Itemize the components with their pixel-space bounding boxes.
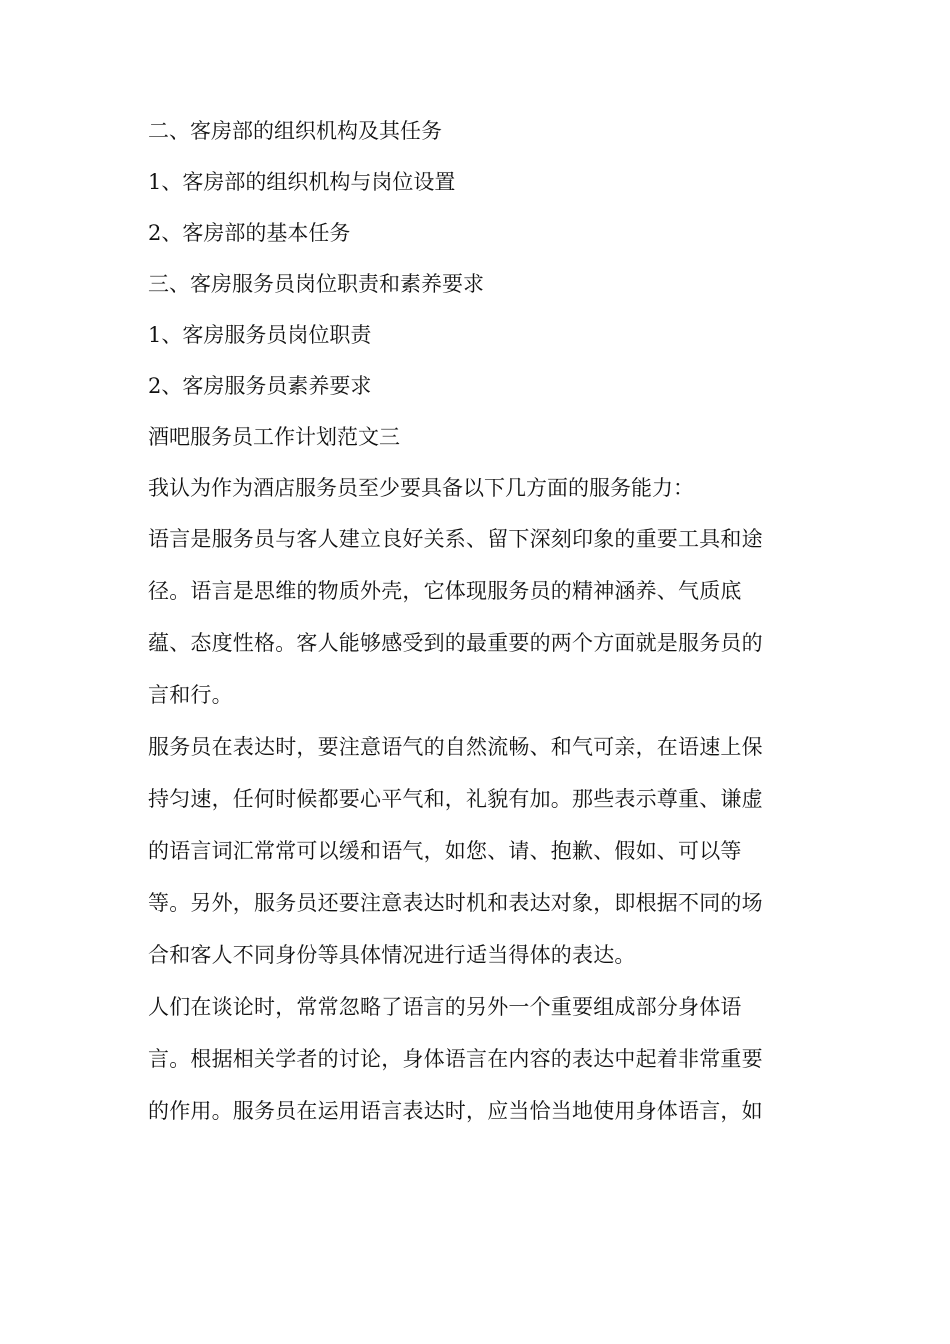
- subsection-heading: 1、客房部的组织机构与岗位设置: [148, 170, 456, 194]
- outline-block: [148, 118, 802, 526]
- paragraph-line: 人们在谈论时，常常忽略了语言的另外一个重要组成部分身体语: [148, 995, 742, 1019]
- section-heading: 三、客房服务员岗位职责和素养要求: [148, 272, 484, 296]
- paragraph-line: 蕴、态度性格。客人能够感受到的最重要的两个方面就是服务员的: [148, 631, 763, 655]
- section-heading: 二、客房部的组织机构及其任务: [148, 119, 442, 143]
- paragraph-line: 持匀速，任何时候都要心平气和，礼貌有加。那些表示尊重、谦虚: [148, 787, 763, 811]
- subsection-heading: 1、客房服务员岗位职责: [148, 323, 372, 347]
- document-page: [148, 118, 802, 1150]
- body-paragraph: [148, 994, 802, 1150]
- subsection-heading: 2、客房服务员素养要求: [148, 374, 372, 398]
- subsection-heading: 2、客房部的基本任务: [148, 221, 351, 245]
- paragraph-line: 言。根据相关学者的讨论，身体语言在内容的表达中起着非常重要: [148, 1047, 763, 1071]
- paragraph-line: 语言是服务员与客人建立良好关系、留下深刻印象的重要工具和途: [148, 527, 763, 551]
- paragraph-line: 径。语言是思维的物质外壳，它体现服务员的精神涵养、气质底: [148, 579, 742, 603]
- intro-line: 我认为作为酒店服务员至少要具备以下几方面的服务能力：: [148, 476, 694, 500]
- paragraph-line: 的语言词汇常常可以缓和语气，如您、请、抱歉、假如、可以等: [148, 839, 742, 863]
- body-paragraph: [148, 734, 802, 994]
- paragraph-line: 服务员在表达时，要注意语气的自然流畅、和气可亲，在语速上保: [148, 735, 763, 759]
- paragraph-line: 言和行。: [148, 683, 233, 707]
- document-title: 酒吧服务员工作计划范文三: [148, 425, 400, 449]
- paragraph-line: 合和客人不同身份等具体情况进行适当得体的表达。: [148, 943, 636, 967]
- body-paragraph: [148, 526, 802, 734]
- paragraph-line: 的作用。服务员在运用语言表达时，应当恰当地使用身体语言，如: [148, 1099, 763, 1123]
- paragraph-line: 等。另外，服务员还要注意表达时机和表达对象，即根据不同的场: [148, 891, 763, 915]
